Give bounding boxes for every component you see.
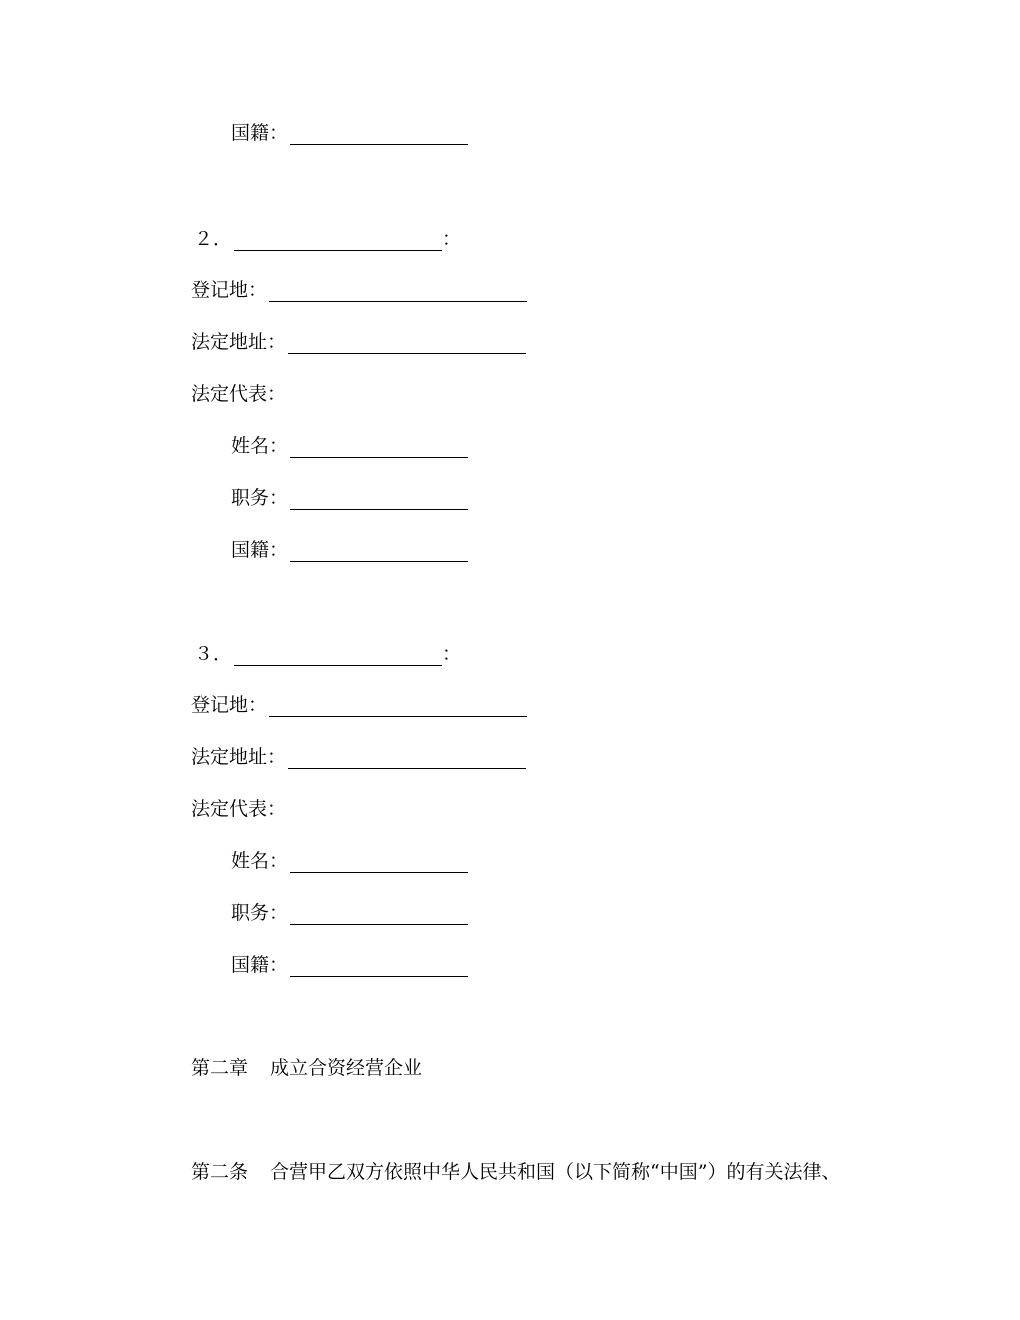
nationality-blank[interactable] — [290, 956, 468, 977]
nationality-label: 国籍： — [231, 122, 289, 144]
party-2-colon: ： — [442, 228, 462, 250]
party-3-name-blank[interactable] — [234, 645, 442, 666]
party-3-colon: ： — [442, 643, 462, 665]
position-blank[interactable] — [290, 489, 468, 510]
party-3-address-row — [191, 745, 526, 769]
party-2-nationality-row — [231, 538, 468, 562]
article-paragraph — [191, 1160, 840, 1184]
nationality-row — [231, 121, 468, 145]
nationality-label: 国籍： — [231, 539, 289, 561]
party-2-address-row — [191, 330, 526, 354]
chapter-number: 第二章 — [191, 1057, 249, 1079]
address-blank[interactable] — [288, 748, 526, 769]
registration-label: 登记地： — [191, 279, 268, 301]
name-blank[interactable] — [290, 437, 468, 458]
name-label: 姓名： — [231, 435, 289, 457]
legal-rep-label: 法定代表： — [191, 798, 287, 820]
party-2-name-blank[interactable] — [234, 230, 442, 251]
party-3-nationality-row — [231, 953, 468, 977]
party-2-registration-row — [191, 278, 527, 302]
name-label: 姓名： — [231, 850, 289, 872]
nationality-label: 国籍： — [231, 954, 289, 976]
address-label: 法定地址： — [191, 746, 287, 768]
party-3-heading — [194, 642, 461, 666]
legal-rep-label: 法定代表： — [191, 383, 287, 405]
article-text: 合营甲乙双方依照中华人民共和国（以下简称“中国”）的有关法律、 — [270, 1161, 841, 1183]
registration-label: 登记地： — [191, 694, 268, 716]
chapter-title: 成立合资经营企业 — [270, 1057, 423, 1079]
registration-blank[interactable] — [269, 696, 527, 717]
party-2-name-row — [231, 434, 468, 458]
party-3-number: ３． — [194, 643, 233, 665]
nationality-blank[interactable] — [290, 124, 468, 145]
party-3-rep-row — [191, 797, 286, 821]
party-3-name-row — [231, 849, 468, 873]
party-3-registration-row — [191, 693, 527, 717]
address-blank[interactable] — [288, 333, 526, 354]
registration-blank[interactable] — [269, 281, 527, 302]
party-2-rep-row — [191, 382, 286, 406]
nationality-blank[interactable] — [290, 541, 468, 562]
position-label: 职务： — [231, 902, 289, 924]
party-2-number: ２． — [194, 228, 233, 250]
position-label: 职务： — [231, 487, 289, 509]
party-2-heading — [194, 227, 461, 251]
article-number: 第二条 — [191, 1161, 249, 1183]
chapter-heading — [191, 1056, 422, 1080]
name-blank[interactable] — [290, 852, 468, 873]
address-label: 法定地址： — [191, 331, 287, 353]
party-3-position-row — [231, 901, 468, 925]
party-2-position-row — [231, 486, 468, 510]
position-blank[interactable] — [290, 904, 468, 925]
